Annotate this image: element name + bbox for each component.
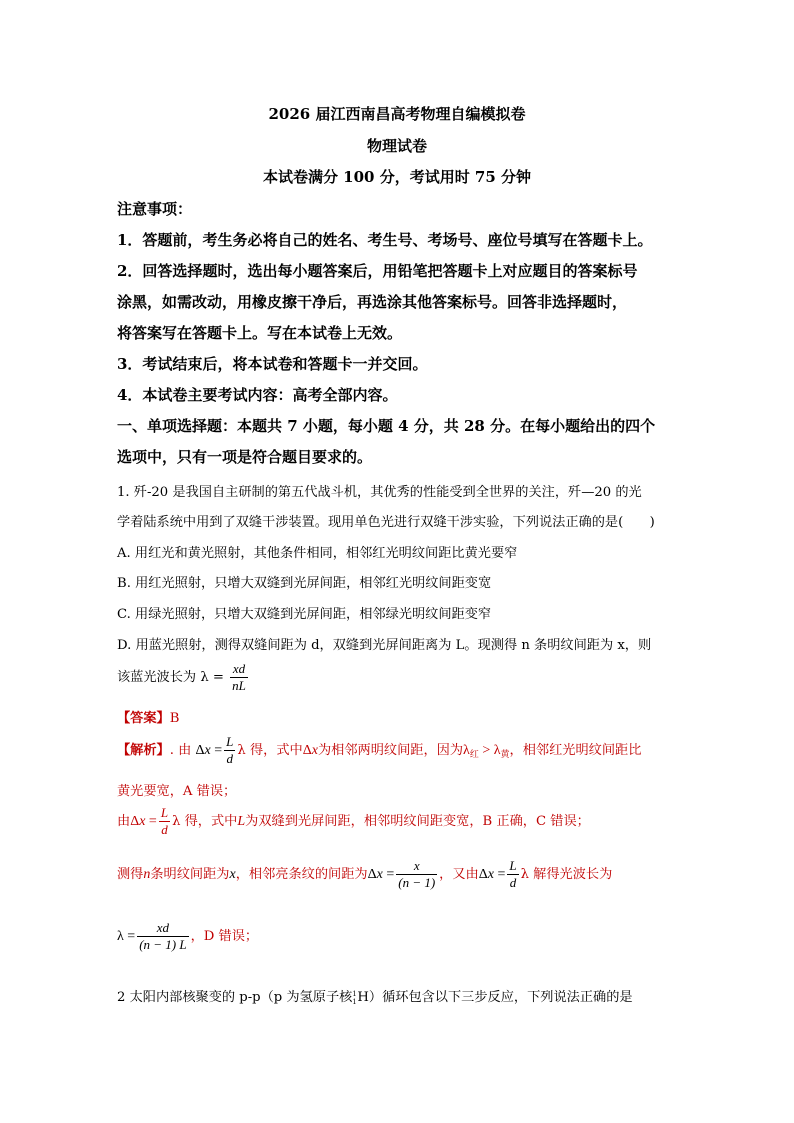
q1-option-b: B. 用红光照射，只增大双缝到光屏间距，相邻红光明纹间距变宽 (117, 576, 492, 591)
formula-l-over-d: $\frac{L}{d}$ (226, 734, 234, 766)
q1-option-a: A. 用红光和黄光照射，其他条件相同，相邻红光明纹间距比黄光要窄 (117, 546, 518, 561)
notes-item-2-line-3: 将答案写在答题卡上。写在本试卷上无效。 (117, 324, 403, 342)
section-heading-line-2: 选项中，只有一项是符合题目要求的。 (117, 448, 373, 466)
q1-analysis-line-4: 测得n条明纹间距为x，相邻亮条纹的间距为Δx = $\frac{x}{(n - 1)}$ ，又由Δx = $\frac{L}{d}$ λ 解得光波长为 (117, 858, 613, 890)
q1-option-d-prefix: 该蓝光波长为 λ = (117, 670, 224, 685)
q1-option-d-line-2 (117, 661, 250, 694)
q1-analysis-line-1: 【解析】. 由 Δx = $\frac{L}{d}$ λ 得，式中Δx为相邻两明纹间距，因为$\lambda_红 > \lambda_黄$，相邻红光明纹间距比 (117, 734, 642, 766)
answer-label: 【答案】 (117, 711, 170, 726)
score-time-line: 本试卷满分 100 分，考试用时 75 分钟 (262, 168, 532, 186)
nuclide-1-1: 1 1 (352, 988, 357, 1006)
formula-l-over-d: $\frac{L}{d}$ (160, 805, 169, 837)
q1-analysis-line-5: λ = $\frac{xd}{(n - 1) L}$ ，D 错误； (117, 920, 259, 952)
section-heading-line-1: 一、单项选择题：本题共 7 小题，每小题 4 分，共 28 分。在每小题给出的四个 (117, 417, 656, 435)
formula-xd-over-nl: $\frac{xd}{nL}$ (232, 661, 246, 693)
notes-item-2-line-1: 2．回答选择题时，选出每小题答案后，用铅笔把答题卡上对应题目的答案标号 (117, 262, 638, 280)
notes-item-3: 3．考试结束后，将本试卷和答题卡一并交回。 (117, 355, 428, 373)
q1-option-d-line-1: D. 用蓝光照射，测得双缝间距为 d，双缝到光屏间距离为 L。现测得 n 条明纹间距为 x，则 (117, 638, 652, 653)
notes-item-1: 1．答题前，考生务必将自己的姓名、考生号、考场号、座位号填写在答题卡上。 (117, 231, 653, 249)
q1-analysis-line-2: 黄光要宽，A 错误； (117, 784, 237, 799)
formula-xd-over-n-minus-1-l: $\frac{xd}{(n - 1) L}$ (139, 920, 187, 952)
q1-stem-line-1: 1. 歼-20 是我国自主研制的第五代战斗机，其优秀的性能受到全世界的关注，歼—20 的光 (117, 485, 642, 500)
formula-l-over-d: $\frac{L}{d}$ (509, 858, 517, 890)
q1-answer-line (117, 707, 179, 726)
notes-item-4: 4．本试卷主要考试内容：高考全部内容。 (117, 386, 398, 404)
answer-value: B (169, 711, 180, 726)
q1-option-c: C. 用绿光照射，只增大双缝到光屏间距，相邻绿光明纹间距变窄 (117, 607, 492, 622)
q1-analysis-line-3: 由Δx = $\frac{L}{d}$ λ 得，式中L为双缝到光屏间距，相邻明纹间距变宽，B 正确，C 错误； (117, 805, 590, 837)
notes-heading: 注意事项： (117, 200, 193, 218)
exam-title: 2026 届江西南昌高考物理自编模拟卷 (268, 105, 526, 123)
analysis-label: 【解析】 (117, 743, 170, 758)
subject-title: 物理试卷 (366, 137, 427, 155)
q2-stem: 2 太阳内部核聚变的 p-p（p 为氢原子核 1 1 H）循环包含以下三步反应，下列说法正确的是 (117, 988, 633, 1006)
notes-item-2-line-2: 涂黑，如需改动，用橡皮擦干净后，再选涂其他答案标号。回答非选择题时， (117, 293, 628, 311)
formula-x-over-n-minus-1: $\frac{x}{(n - 1)}$ (398, 858, 436, 890)
q1-stem-line-2: 学着陆系统中用到了双缝干涉装置。现用单色光进行双缝干涉实验，下列说法正确的是( ) (117, 515, 655, 530)
